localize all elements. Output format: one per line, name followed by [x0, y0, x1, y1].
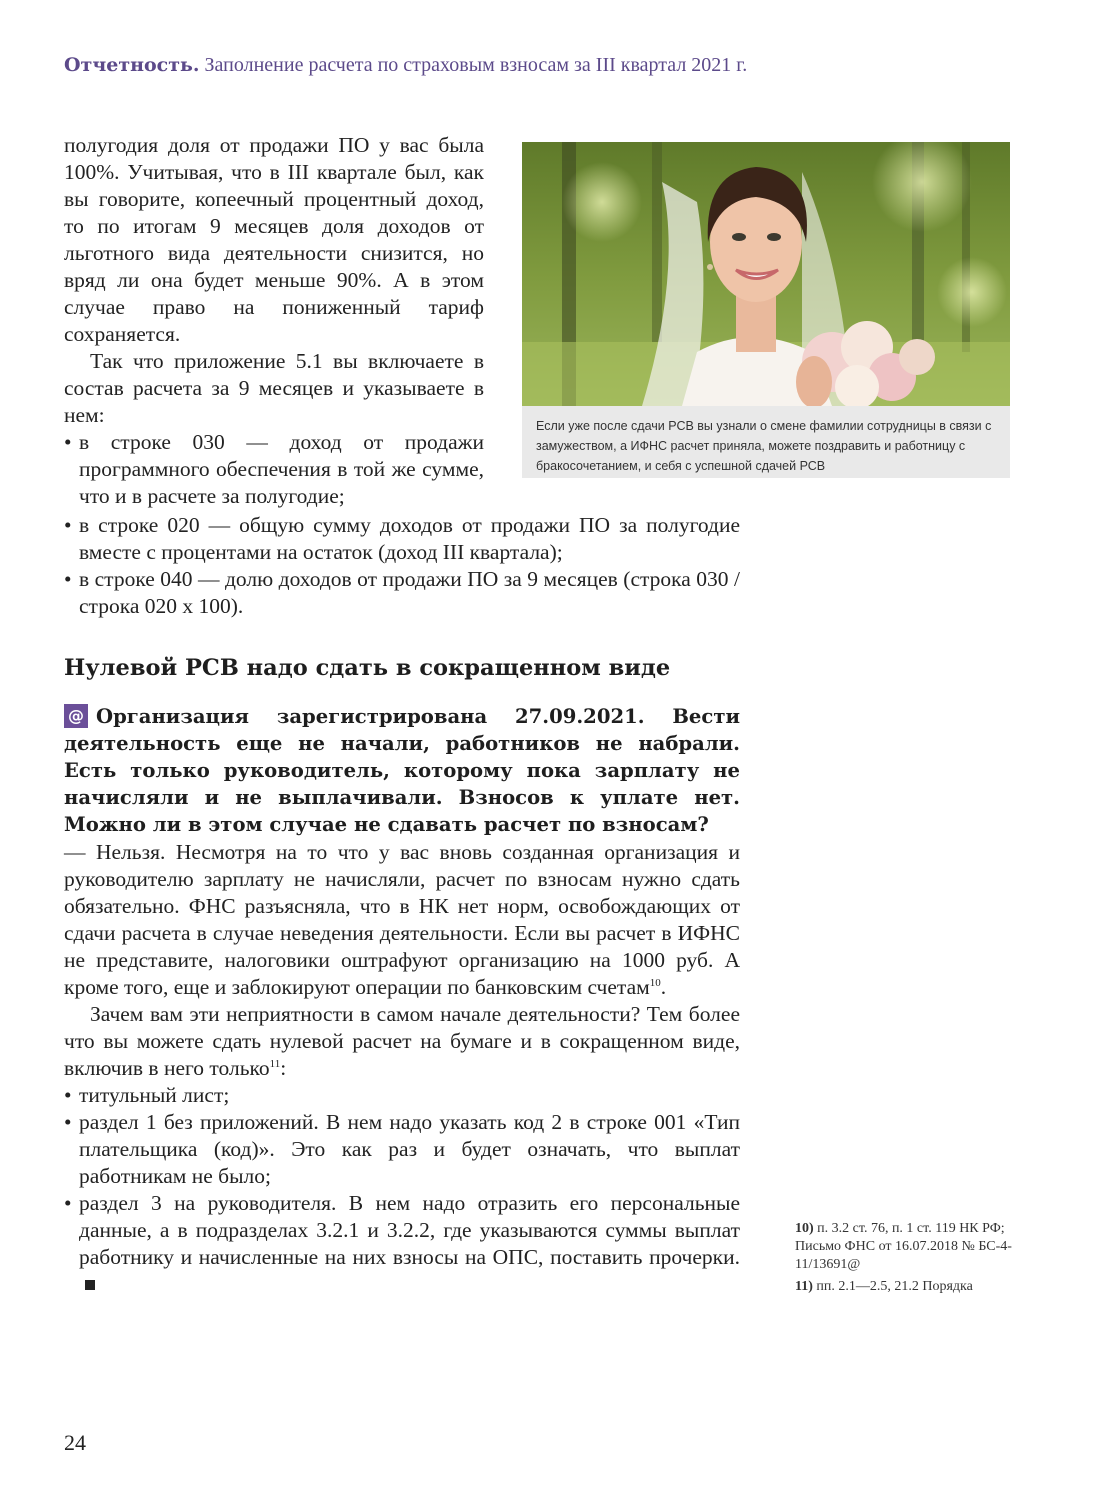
footnote-11-text: пп. 2.1—2.5, 21.2 Порядка	[816, 1279, 973, 1294]
answer-paragraph: — Нельзя. Несмотря на то что у вас вновь созданная организация и руководителю зарплату не начисляли, расчет по взносам нужно сдать обязательно. ФНС разъясняла, что в НК нет норм, освобождающих от сдачи расчета в случае неведения деятельности. Если вы расчет в ИФНС не представите, налоговики оштрафуют организацию на 1000 руб. А кроме того, еще и заблокируют операции по банковским счетам$^{10}$.	[64, 840, 740, 999]
photo-figure	[522, 142, 1010, 478]
at-sign-icon: @	[64, 704, 88, 728]
running-header	[64, 54, 747, 77]
answer-paragraph-2-text: Зачем вам эти неприятности в самом начале деятельности? Тем более что вы можете сдать нулевой расчет на бумаге и в сокращенном виде, включив в него только	[64, 1002, 740, 1080]
answer-paragraph-2-colon: :	[280, 1056, 287, 1080]
intro-bullet-2: • в строке 020 — общую сумму доходов от продажи ПО за полугодие вместе с процентами на остаток (доход III квартала);	[64, 512, 740, 566]
answer-bullet-2: • раздел 1 без приложений. В нем надо указать код 2 в строке 001 «Тип плательщика (код)». Это как раз и будет означать, что выплат работникам не было;	[64, 1109, 740, 1190]
intro-bullets-continued	[64, 512, 740, 620]
question-block	[64, 703, 740, 838]
end-mark	[85, 1280, 95, 1290]
footnote-10	[795, 1220, 1025, 1274]
answer-bullet-1: • титульный лист;	[64, 1082, 740, 1109]
answer-bullet-list	[64, 1082, 740, 1298]
footnote-11-number: 11)	[795, 1279, 813, 1294]
footnote-ref-10[interactable]: 10	[649, 977, 661, 989]
answer-bullet-3	[64, 1190, 740, 1298]
page-number: 24	[64, 1430, 86, 1455]
intro-bullet-1: • в строке 030 — доход от продажи программного обеспечения в той же сумме, что и в расчете за полугодие;	[64, 429, 484, 510]
intro-paragraph-2: Так что приложение 5.1 вы включаете в состав расчета за 9 месяцев и указываете в нем:	[64, 349, 484, 427]
answer-block	[64, 839, 740, 1298]
intro-bullet-3: • в строке 040 — долю доходов от продажи ПО за 9 месяцев (строка 030 / строка 020 х 100).	[64, 566, 740, 620]
footnotes	[795, 1220, 1025, 1296]
footnote-10-text: п. 3.2 ст. 76, п. 1 ст. 119 НК РФ; Письмо ФНС от 16.07.2018 № БС-4-11/13691@	[795, 1221, 1012, 1272]
question-text: Организация зарегистрирована 27.09.2021. Вести деятельность еще не начали, работников не набрали. Есть только руководитель, которому пока зарплату не начисляли и не выплачивали. Взносов к уплате нет. Можно ли в этом случае не сдавать расчет по взносам?	[64, 705, 740, 836]
section-title: Нулевой РСВ надо сдать в сокращенном виде	[64, 655, 671, 681]
answer-bullet-3-text: раздел 3 на руководителя. В нем надо отразить его персональные данные, а в подразделах 3.2.1 и 3.2.2, где указываются суммы выплат работнику и начисленные на них взносы на ОПС, поставить прочерки.	[79, 1191, 740, 1269]
header-title: Заполнение расчета по страховым взносам за III квартал 2021 г.	[204, 54, 748, 76]
intro-bullet-list	[64, 429, 484, 510]
header-section: Отчетность.	[64, 54, 200, 76]
intro-column	[64, 132, 484, 510]
answer-text: — Нельзя. Несмотря на то что у вас вновь созданная организация и руководителю зарплату не начисляли, расчет по взносам нужно сдать обязательно. ФНС разъясняла, что в НК нет норм, освобождающих от сдачи расчета в случае неведения деятельности. Если вы расчет в ИФНС не представите, налоговики оштрафуют организацию на 1000 руб. А кроме того, еще и заблокируют операции по банковским счетам	[64, 840, 740, 999]
intro-bullet-list-2	[64, 512, 740, 620]
bride-photo	[522, 142, 1010, 406]
footnote-10-number: 10)	[795, 1221, 814, 1236]
photo-caption: Если уже после сдачи РСВ вы узнали о смене фамилии сотрудницы в связи с замужеством, а ИФНС расчет приняла, можете поздравить и работницу с бракосочетанием, и себя с успешной сдачей РСВ	[536, 419, 992, 473]
answer-paragraph-2	[64, 1001, 740, 1082]
intro-paragraph-1: полугодия доля от продажи ПО у вас была 100%. Учитывая, что в III квартале был, как вы говорите, копеечный процентный доход, то по итогам 9 месяцев доля доходов от льготного вида деятельности снизится, но вряд ли она будет меньше 90%. А в этом случае право на пониженный тариф сохраняется.	[64, 133, 484, 346]
footnote-11	[795, 1278, 1025, 1296]
footnote-ref-11[interactable]: 11	[269, 1058, 281, 1070]
